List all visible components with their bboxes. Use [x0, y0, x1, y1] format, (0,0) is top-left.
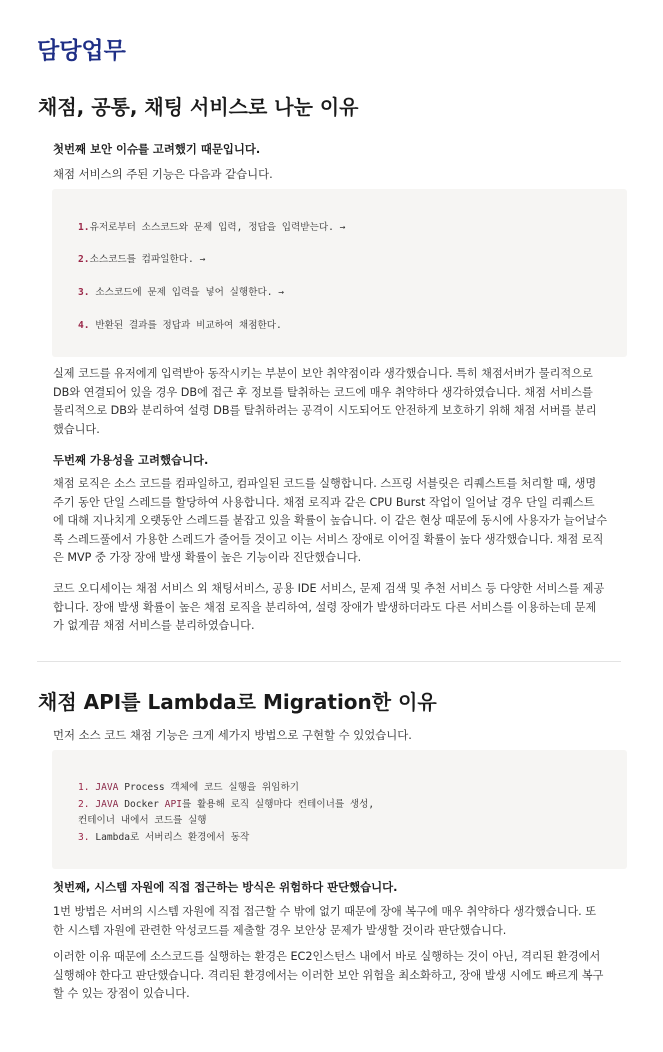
- section2-intro: 먼저 소스 코드 채점 기능은 크게 세가지 방법으로 구현할 수 있었습니다.: [53, 728, 412, 742]
- code-block-grading-features: [52, 189, 627, 357]
- code-line: 1. JAVA Process 객체에 코드 실행을 위임하기: [78, 782, 299, 793]
- section1-first-reason: 첫번째 보안 이슈를 고려했기 때문입니다.: [53, 142, 261, 156]
- code-line: 1.유저로부터 소스코드와 문제 입력, 정답을 입력받는다. →: [78, 222, 346, 233]
- section2-heading: 채점 API를 Lambda로 Migration한 이유: [38, 690, 437, 714]
- section1-heading: 채점, 공통, 채팅 서비스로 나눈 이유: [38, 95, 359, 119]
- section-divider: [37, 661, 621, 662]
- section1-second-reason: 두번째 가용성을 고려했습니다.: [53, 453, 209, 467]
- section1-paragraph-security: 실제 코드를 유저에게 입력받아 동작시키는 부분이 보안 취약점이라 생각했습니다. 특히 채점서버가 물리적으로 DB와 연결되어 있을 경우 DB에 접근 후 정보를 탈취하는 코드에 매우 취약하다 생각하였습니다. 채점 서비스를 물리적으로 DB와 분리하여 설령 DB를 탈취하려는 공격이 시도되어도 안전하게 보호하기 위해 채점 서버를 분리 했습니다.: [53, 367, 597, 436]
- section1-paragraph-availability: 채점 로직은 소스 코드를 컴파일하고, 컴파일된 코드를 실행합니다. 스프링 서블릿은 리퀘스트를 처리할 때, 생명 주기 동안 단일 스레드를 할당하여 사용합니다. 채점 로직과 같은 CPU Burst 작업이 일어날 경우 단일 리퀘스트 에 대해 지나치게 오랫동안 스레드를 붙잡고 있을 확률이 높습니다. 이 같은 현상 때문에 동시에 사용자가 늘어날수 록 스레드풀에서 가용한 스레드가 줄어들 것이고 이는 서비스 장애로 이어질 확률이 높다 생각했습니다. 채점 로직 은 MVP 중 가장 장애 발생 확률이 높은 기능이라 진단했습니다.: [53, 477, 608, 565]
- page-title: 담당업무: [37, 38, 126, 64]
- code-line: 3. 소스코드에 문제 입력을 넣어 실행한다. →: [78, 287, 285, 298]
- code-line: 4. 반환된 결과를 정답과 비교하여 채점한다.: [78, 320, 282, 331]
- code-line: 컨테이너 내에서 코드를 실행: [78, 815, 207, 826]
- code-line: 2.소스코드를 컴파일한다. →: [78, 254, 206, 265]
- code-block-implementation-methods: [52, 750, 627, 869]
- section2-paragraph-isolation: 이러한 이유 때문에 소스코드를 실행하는 환경은 EC2인스턴스 내에서 바로 실행하는 것이 아닌, 격리된 환경에서 실행해야 한다고 판단했습니다. 격리된 환경에서는 이러한 보안 위험을 최소화하고, 장애 발생 시에도 빠르게 복구 할 수 있는 장점이 있습니다.: [53, 950, 604, 1001]
- section1-paragraph-services: 코드 오디세이는 채점 서비스 외 채팅서비스, 공용 IDE 서비스, 문제 검색 및 추천 서비스 등 다양한 서비스를 제공 합니다. 장애 발생 확률이 높은 채점 로직을 분리하여, 설령 장애가 발생하더라도 다른 서비스를 이용하는데 문제 가 없게끔 채점 서비스를 분리하였습니다.: [53, 582, 605, 633]
- code-line: 2. JAVA Docker API를 활용해 로직 실행마다 컨테이너를 생성,: [78, 799, 375, 810]
- section2-first-reason: 첫번째, 시스템 자원에 직접 접근하는 방식은 위험하다 판단했습니다.: [53, 880, 398, 894]
- section2-paragraph-system-access: 1번 방법은 서버의 시스템 자원에 직접 접근할 수 밖에 없기 때문에 장애 복구에 매우 취약하다 생각했습니다. 또 한 시스템 자원에 관련한 악성코드를 제출할 경우 보안상 문제가 발생할 것이라 판단했습니다.: [53, 905, 597, 937]
- section1-intro: 채점 서비스의 주된 기능은 다음과 같습니다.: [53, 167, 273, 181]
- code-line: 3. Lambda로 서버리스 환경에서 동작: [78, 832, 250, 843]
